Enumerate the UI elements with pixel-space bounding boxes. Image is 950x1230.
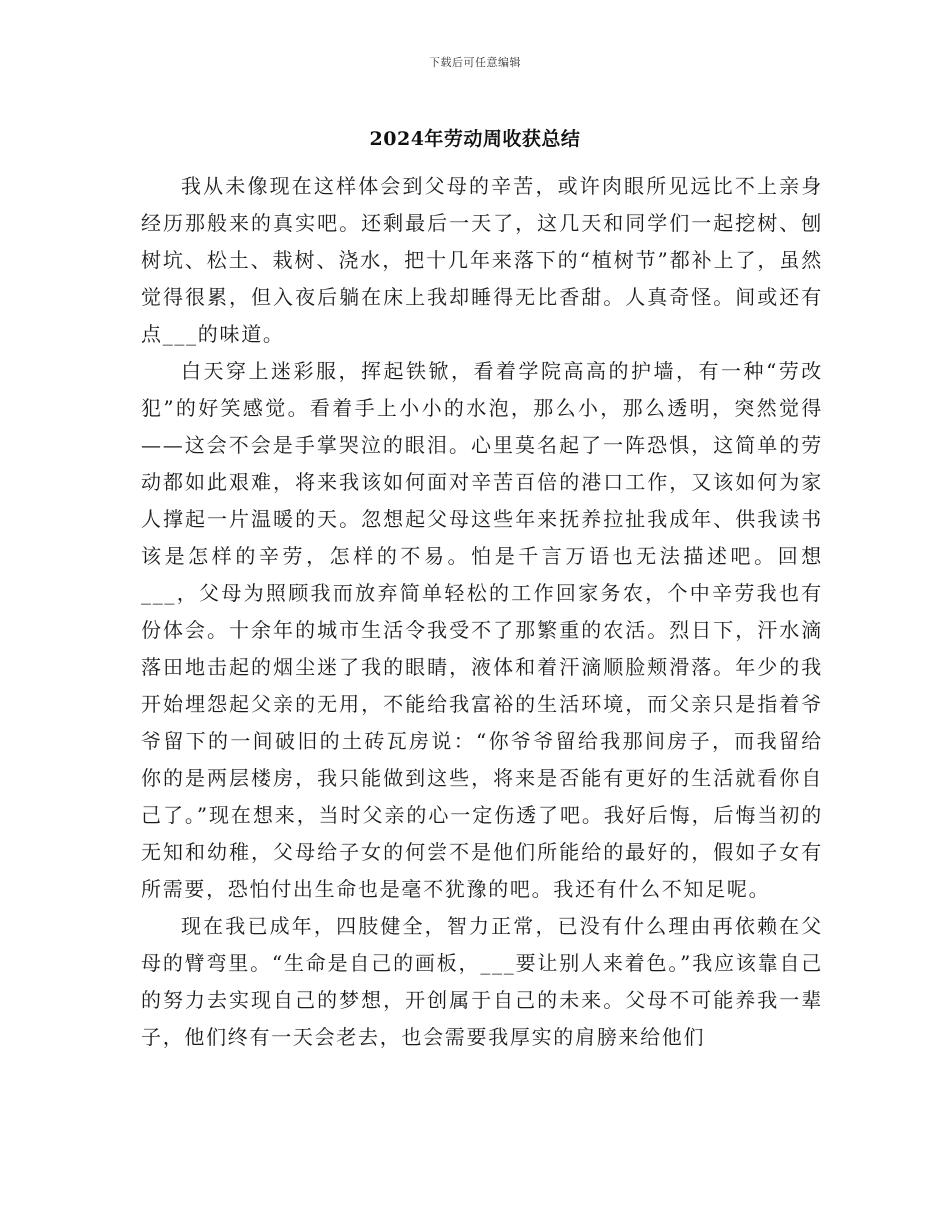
document-title: 2024年劳动周收获总结 (369, 128, 581, 150)
document-body (141, 168, 823, 1056)
paragraph: 现在我已成年，四肢健全，智力正常，已没有什么理由再依赖在父母的臂弯里。“生命是自己的画板，___要让别人来着色。”我应该靠自己的努力去实现自己的梦想，开创属于自己的未来。父母不可能养我一辈子，他们终有一天会老去，也会需要我厚实的肩膀来给他们 (141, 914, 823, 1049)
paragraph: 白天穿上迷彩服，挥起铁锨，看着学院高高的护墙，有一种“劳改犯”的好笑感觉。看着手上小小的水泡，那么小，那么透明，突然觉得——这会不会是手掌哭泣的眼泪。心里莫名起了一阵恐惧，这简单的劳动都如此艰难，将来我该如何面对辛苦百倍的港口工作，又该如何为家人撑起一片温暖的天。忽想起父母这些年来抚养拉扯我成年、供我读书该是怎样的辛劳，怎样的不易。怕是千言万语也无法描述吧。回想___，父母为照顾我而放弃简单轻松的工作回家务农，个中辛劳我也有份体会。十余年的城市生活令我受不了那繁重的农活。烈日下，汗水滴落田地击起的烟尘迷了我的眼睛，液体和着汗滴顺脸颊滑落。年少的我开始埋怨起父亲的无用，不能给我富裕的生活环境，而父亲只是指着爷爷留下的一间破旧的土砖瓦房说：“你爷爷留给我那间房子，而我留给你的是两层楼房，我只能做到这些，将来是否能有更好的生活就看你自己了。”现在想来，当时父亲的心一定伤透了吧。我好后悔，后悔当初的无知和幼稚，父母给子女的何尝不是他们所能给的最好的，假如子女有所需要，恐怕付出生命也是毫不犹豫的吧。我还有什么不知足呢。 (141, 359, 823, 901)
page-header-note: 下载后可任意编辑 (429, 56, 521, 69)
paragraph: 我从未像现在这样体会到父母的辛苦，或许肉眼所见远比不上亲身经历那般来的真实吧。还剩最后一天了，这几天和同学们一起挖树、刨树坑、松土、栽树、浇水，把十几年来落下的“植树节”都补上了，虽然觉得很累，但入夜后躺在床上我却睡得无比香甜。人真奇怪。间或还有点___的味道。 (141, 174, 823, 346)
